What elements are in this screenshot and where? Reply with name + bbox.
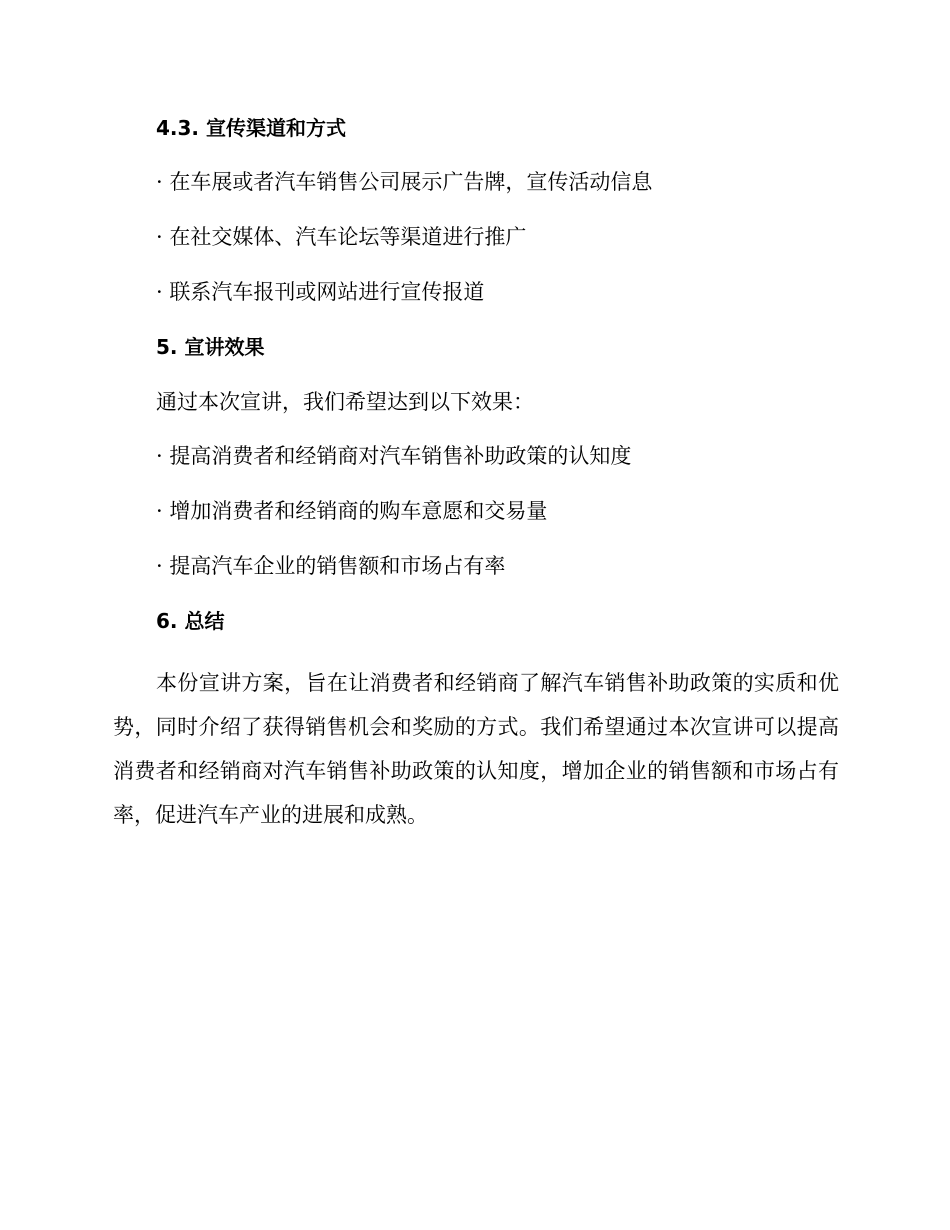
bullet-item: · 提高消费者和经销商对汽车销售补助政策的认知度 <box>156 444 632 468</box>
bullet-item: · 联系汽车报刊或网站进行宣传报道 <box>156 280 485 304</box>
summary-paragraph: 本份宣讲方案，旨在让消费者和经销商了解汽车销售补助政策的实质和优势，同时介绍了获得销售机会和奖励的方式。我们希望通过本次宣讲可以提高消费者和经销商对汽车销售补助政策的认知度，增加企业的销售额和市场占有率，促进汽车产业的进展和成熟。 <box>113 671 839 827</box>
bullet-item: · 增加消费者和经销商的购车意愿和交易量 <box>156 499 548 523</box>
section-intro: 通过本次宣讲，我们希望达到以下效果： <box>156 390 534 414</box>
section-heading-4-3: 4.3. 宣传渠道和方式 <box>156 116 346 140</box>
bullet-item: · 提高汽车企业的销售额和市场占有率 <box>156 554 506 578</box>
section-heading-5: 5. 宣讲效果 <box>156 335 265 359</box>
bullet-item: · 在社交媒体、汽车论坛等渠道进行推广 <box>156 225 527 249</box>
section-heading-6: 6. 总结 <box>156 609 225 633</box>
bullet-item: · 在车展或者汽车销售公司展示广告牌，宣传活动信息 <box>156 170 653 194</box>
